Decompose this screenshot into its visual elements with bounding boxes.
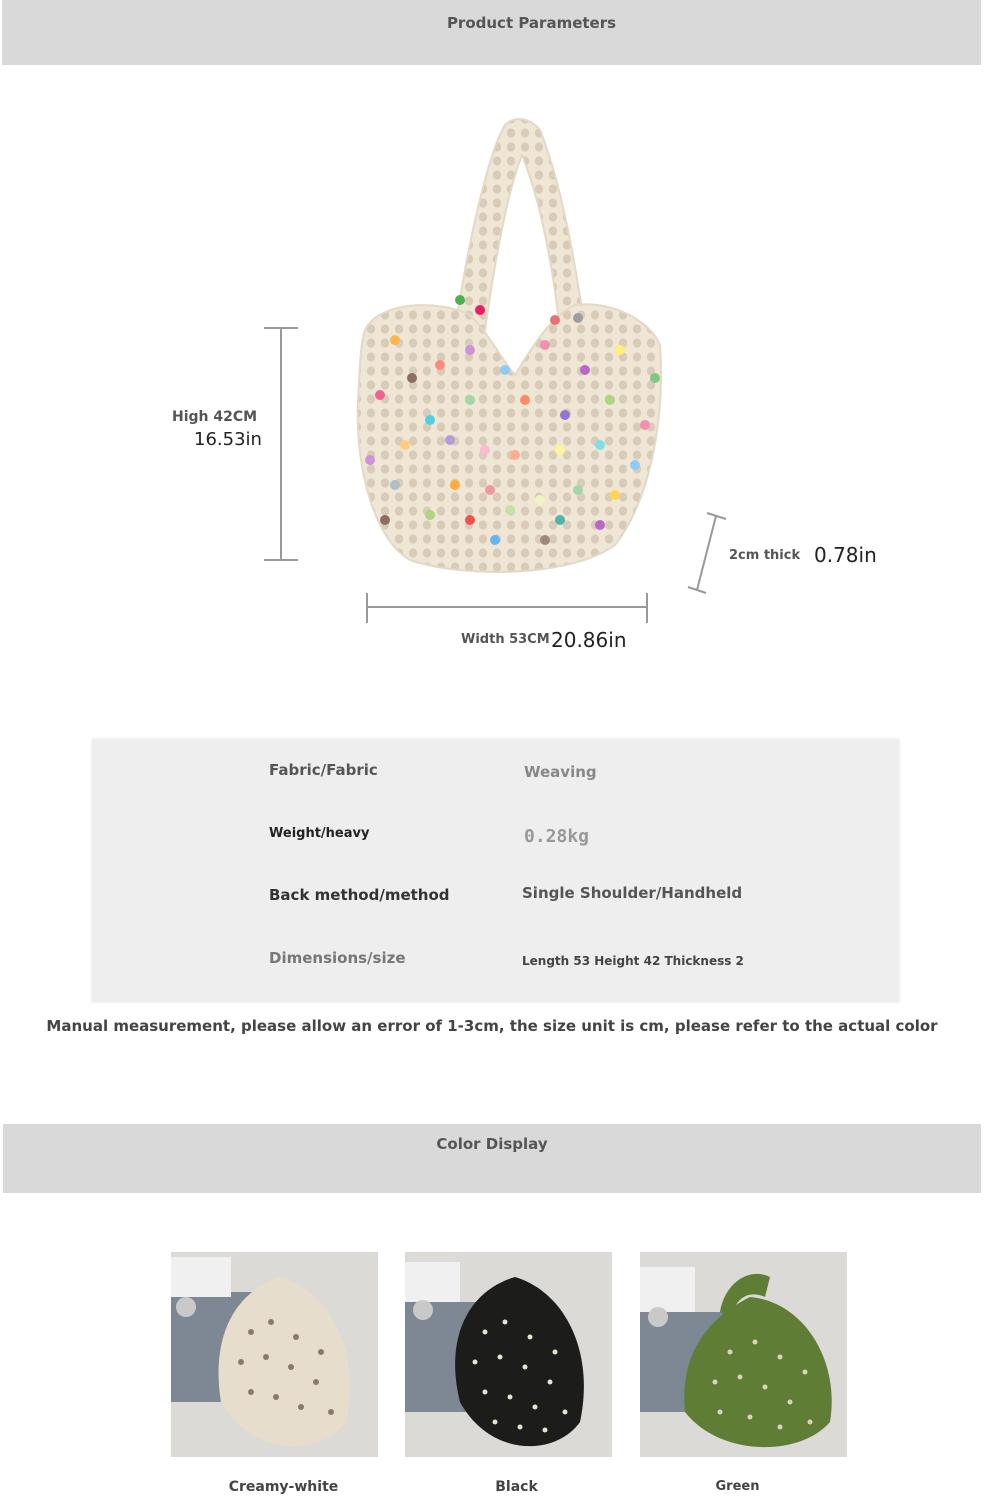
color-swatch-black[interactable]	[405, 1252, 612, 1457]
param-value-fabric: Weaving	[524, 763, 597, 781]
green-bag-photo	[640, 1252, 847, 1457]
bag-body	[358, 304, 661, 572]
thickness-ruler	[688, 513, 726, 593]
parameters-table	[92, 739, 899, 1002]
width-ruler	[367, 593, 647, 623]
width-inch-label: 20.86in	[551, 628, 627, 652]
param-value-dimensions: Length 53 Height 42 Thickness 2	[522, 954, 744, 968]
creamy-white-bag-photo	[171, 1252, 378, 1457]
bag-handle	[455, 119, 585, 330]
height-cm-label: High 42CM	[172, 409, 258, 425]
height-ruler	[264, 328, 298, 560]
measurement-note: Manual measurement, please allow an error of 1-3cm, the size unit is cm, please refer to the actual color	[46, 1017, 938, 1035]
thickness-inch-label: 0.78in	[814, 543, 877, 567]
param-label-fabric: Fabric/Fabric	[269, 761, 378, 779]
color-name-black: Black	[495, 1479, 538, 1495]
param-value-back-method: Single Shoulder/Handheld	[522, 884, 743, 902]
color-swatch-green[interactable]	[640, 1252, 847, 1457]
color-name-creamy-white: Creamy-white	[228, 1479, 339, 1495]
product-illustration	[0, 0, 984, 700]
param-label-dimensions: Dimensions/size	[269, 949, 406, 967]
color-name-green: Green	[715, 1479, 760, 1494]
section-title: Product Parameters	[446, 13, 617, 32]
black-bag-photo	[405, 1252, 612, 1457]
height-inch-label: 16.53in	[194, 429, 262, 450]
color-display-banner	[3, 1124, 981, 1193]
thickness-cm-label: 2cm thick	[729, 548, 801, 563]
param-label-back-method: Back method/method	[269, 886, 450, 904]
color-swatch-creamy-white[interactable]	[171, 1252, 378, 1457]
param-value-weight: 0.28kg	[524, 826, 590, 847]
param-label-weight: Weight/heavy	[269, 826, 370, 841]
color-section-title: Color Display	[436, 1134, 548, 1153]
width-cm-label: Width 53CM	[461, 632, 550, 647]
